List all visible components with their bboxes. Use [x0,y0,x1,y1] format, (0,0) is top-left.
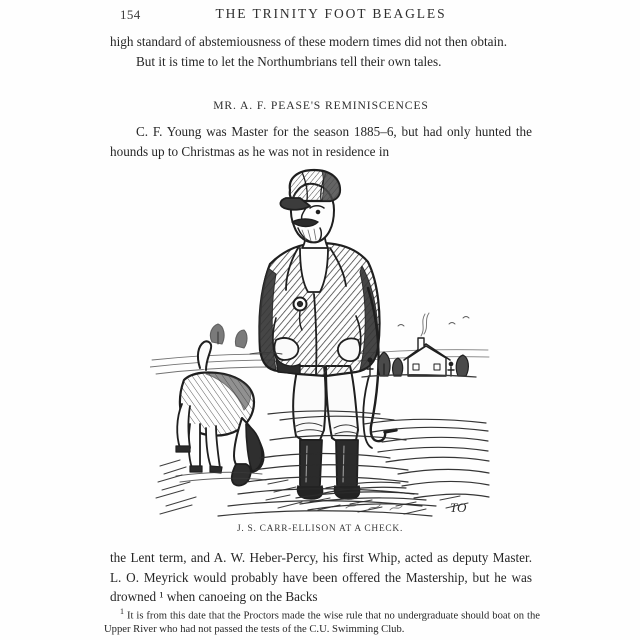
paragraph-text: the Lent term, and A. W. Heber-Percy, his first Whip, acted as deputy Master. L. O. Meyrick would probably have been offered the Mastership, but he was drowned ¹ when canoeing on the Backs [110,550,532,605]
body-paragraph-bottom [110,548,532,607]
paragraph-text: C. F. Young was Master for the season 1885–6, but had only hunted the hounds up to Christmas as he was not in residence in [110,124,532,159]
horizon-lines [150,354,274,374]
paragraph-line-group-2: But it is time to let the Northumbrians tell their own tales. [136,53,442,69]
illustration-drawing [150,168,490,520]
page-number: 154 [120,7,141,22]
page-title: THE TRINITY FOOT BEAGLES [215,6,447,21]
footnote [104,605,540,636]
body-paragraph-top [110,32,532,71]
artist-monogram-icon: TO [450,500,467,515]
running-head [110,6,530,24]
body-paragraph-intro [110,122,532,161]
paragraph-line-group-1: high standard of abstemiousness of these modern times did not then obtain. [110,34,508,49]
illustration-caption: J. S. CARR-ELLISON AT A CHECK. [236,524,404,534]
footnote-body: It is from this date that the Proctors made the wise rule that no undergraduate should boat on the Upper River who had not passed the tests of the C.U. Swimming Club. [104,610,540,635]
illustration [150,168,490,520]
huntsman-figure [259,170,396,499]
section-heading: MR. A. F. PEASE'S REMINISCENCES [213,99,429,112]
footnote-text [104,605,540,636]
footnote-marker: 1 [120,607,124,616]
